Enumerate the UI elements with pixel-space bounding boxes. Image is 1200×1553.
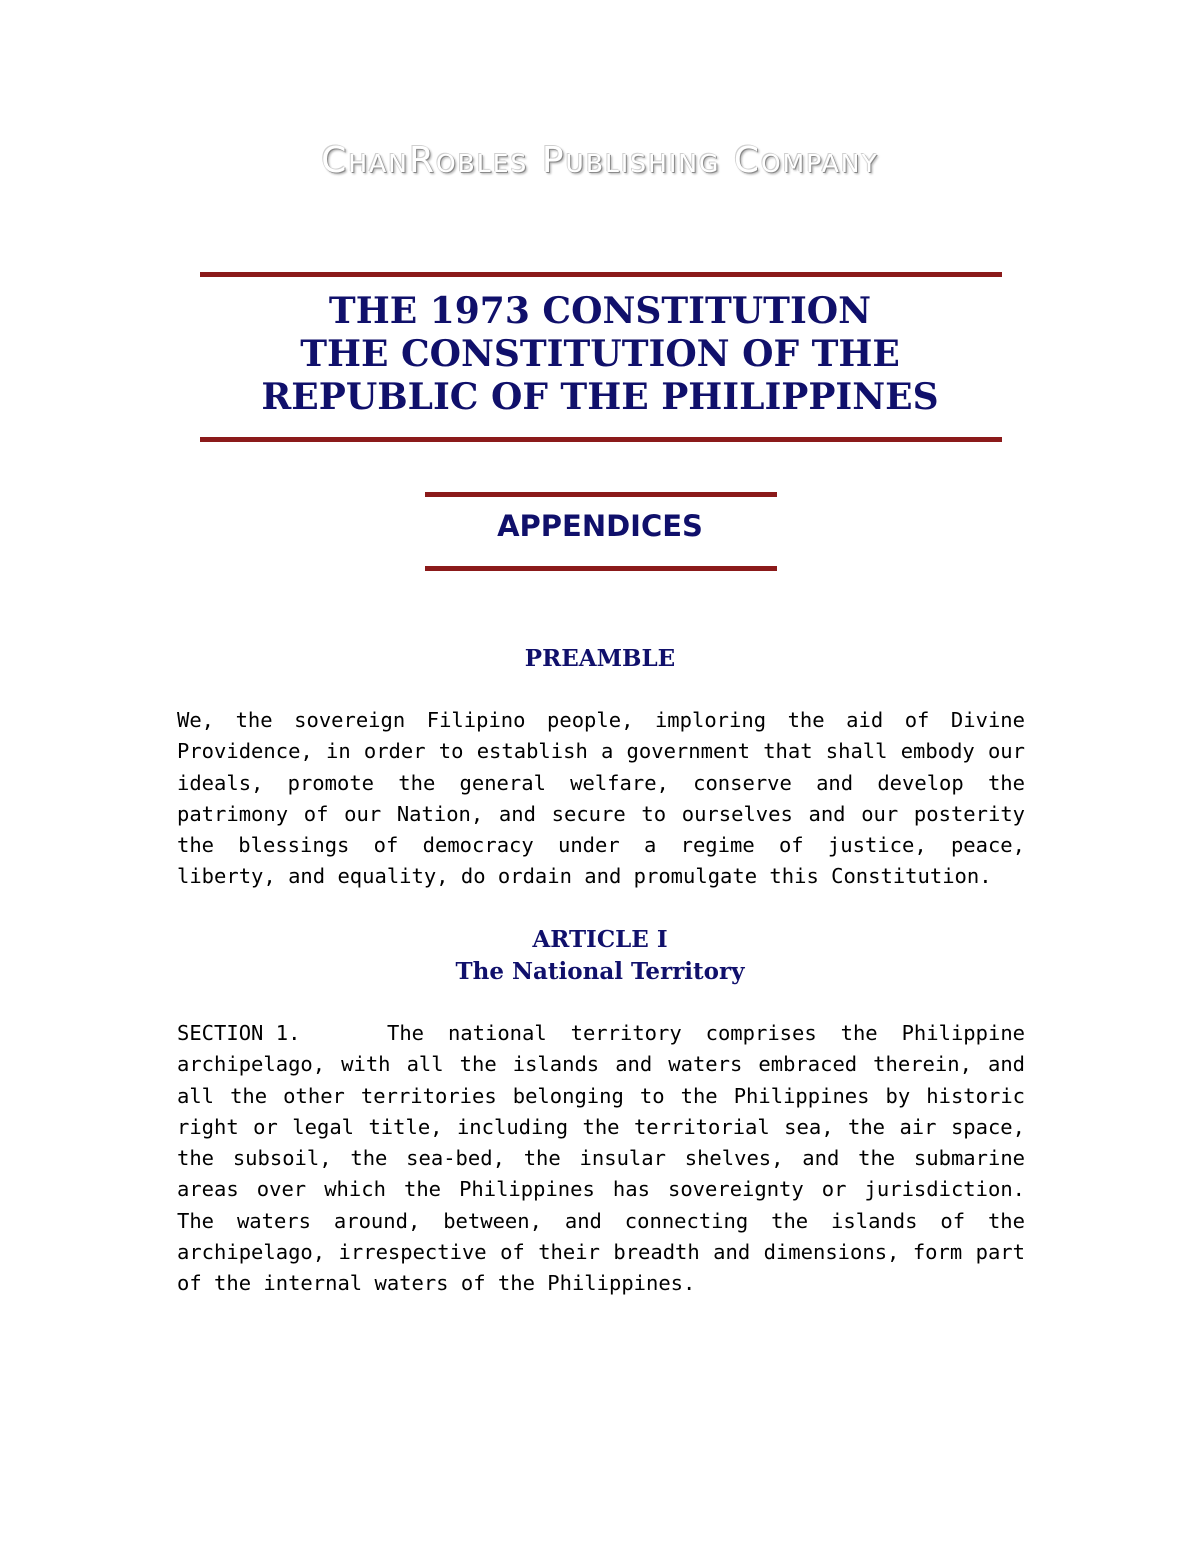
article-heading [0,924,1200,988]
title-line-3: REPUBLIC OF THE PHILIPPINES [261,376,939,418]
preamble-heading: PREAMBLE [524,645,676,672]
publisher-logo-text: ChanRobles Publishing Company [321,140,879,181]
section-1 [177,1018,1025,1300]
title-top-rule [200,272,1002,277]
title-line-2: THE CONSTITUTION OF THE [300,333,900,375]
title-line-1: THE 1973 CONSTITUTION [328,290,872,332]
appendices-top-rule [425,492,777,497]
section-text: The national territory comprises the Philippine archipelago, with all the islands and waters embraced therein, and all the other territories belonging to the Philippines by historic right or legal title, including the territorial sea, the air space, the subsoil, the sea-bed, the insular shelves, and the submarine areas over which the Philippines has sovereignty or jurisdiction. The waters around, between, and connecting the islands of the archipelago, irrespective of their breadth and dimensions, form part of the internal waters of the Philippines. [177,1021,1025,1296]
article-number: ARTICLE I [532,926,668,953]
document-title [0,290,1200,419]
title-bottom-rule [200,437,1002,442]
preamble-text: We, the sovereign Filipino people, imploring the aid of Divine Providence, in order to establish a government that shall embody our ideals, promote the general welfare, conserve and develop the patrimony of our Nation, and secure to ourselves and our posterity the blessings of democracy under a regime of justice, peace, liberty, and equality, do ordain and promulgate this Constitution. [177,708,1025,889]
article-title: The National Territory [455,958,745,985]
section-label: SECTION 1. [177,1021,301,1045]
appendices-bottom-rule [425,566,777,571]
appendices-heading: APPENDICES [497,509,703,543]
